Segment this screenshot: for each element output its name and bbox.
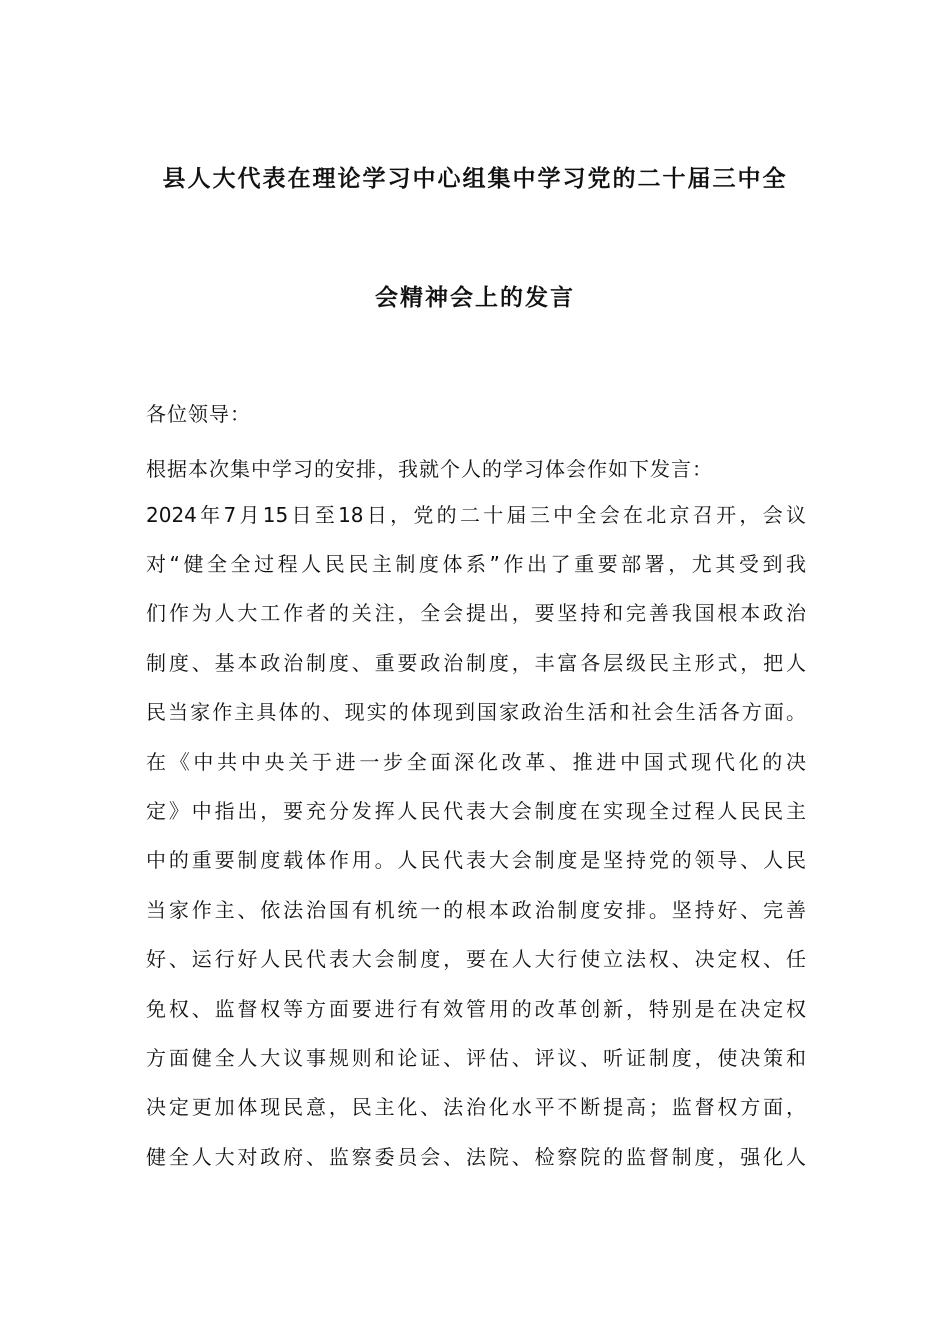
body-line: 在《中共中央关于进一步全面深化改革、推进中国式现代化的决	[146, 750, 806, 774]
body-line: 决定更加体现民意，民主化、法治化水平不断提高；监督权方面，	[146, 1095, 806, 1119]
body-line: 当家作主、依法治国有机统一的根本政治制度安排。坚持好、完善	[146, 898, 806, 922]
intro-paragraph: 根据本次集中学习的安排，我就个人的学习体会作如下发言：	[146, 457, 713, 481]
body-line: 健全人大对政府、监察委员会、法院、检察院的监督制度，强化人	[146, 1145, 806, 1169]
body-line: 定》中指出，要充分发挥人民代表大会制度在实现全过程人民民主	[146, 799, 806, 823]
document-title-line-2: 会精神会上的发言	[375, 285, 575, 311]
body-line: 民当家作主具体的、现实的体现到国家政治生活和社会生活各方面。	[146, 700, 806, 724]
body-line: 方面健全人大议事规则和论证、评估、评议、听证制度，使决策和	[146, 1046, 806, 1070]
salutation: 各位领导：	[146, 402, 251, 426]
document-title-line-1: 县人大代表在理论学习中心组集中学习党的二十届三中全	[162, 166, 788, 192]
body-line: 2024年7月15日至18日，党的二十届三中全会在北京召开，会议	[146, 503, 806, 527]
body-line: 免权、监督权等方面要进行有效管用的改革创新，特别是在决定权	[146, 997, 806, 1021]
body-line: 们作为人大工作者的关注，全会提出，要坚持和完善我国根本政治	[146, 601, 806, 625]
body-line: 对“健全全过程人民民主制度体系”作出了重要部署，尤其受到我	[146, 552, 806, 576]
body-line: 制度、基本政治制度、重要政治制度，丰富各层级民主形式，把人	[146, 651, 806, 675]
body-line: 中的重要制度载体作用。人民代表大会制度是坚持党的领导、人民	[146, 848, 806, 872]
body-line: 好、运行好人民代表大会制度，要在人大行使立法权、决定权、任	[146, 947, 806, 971]
